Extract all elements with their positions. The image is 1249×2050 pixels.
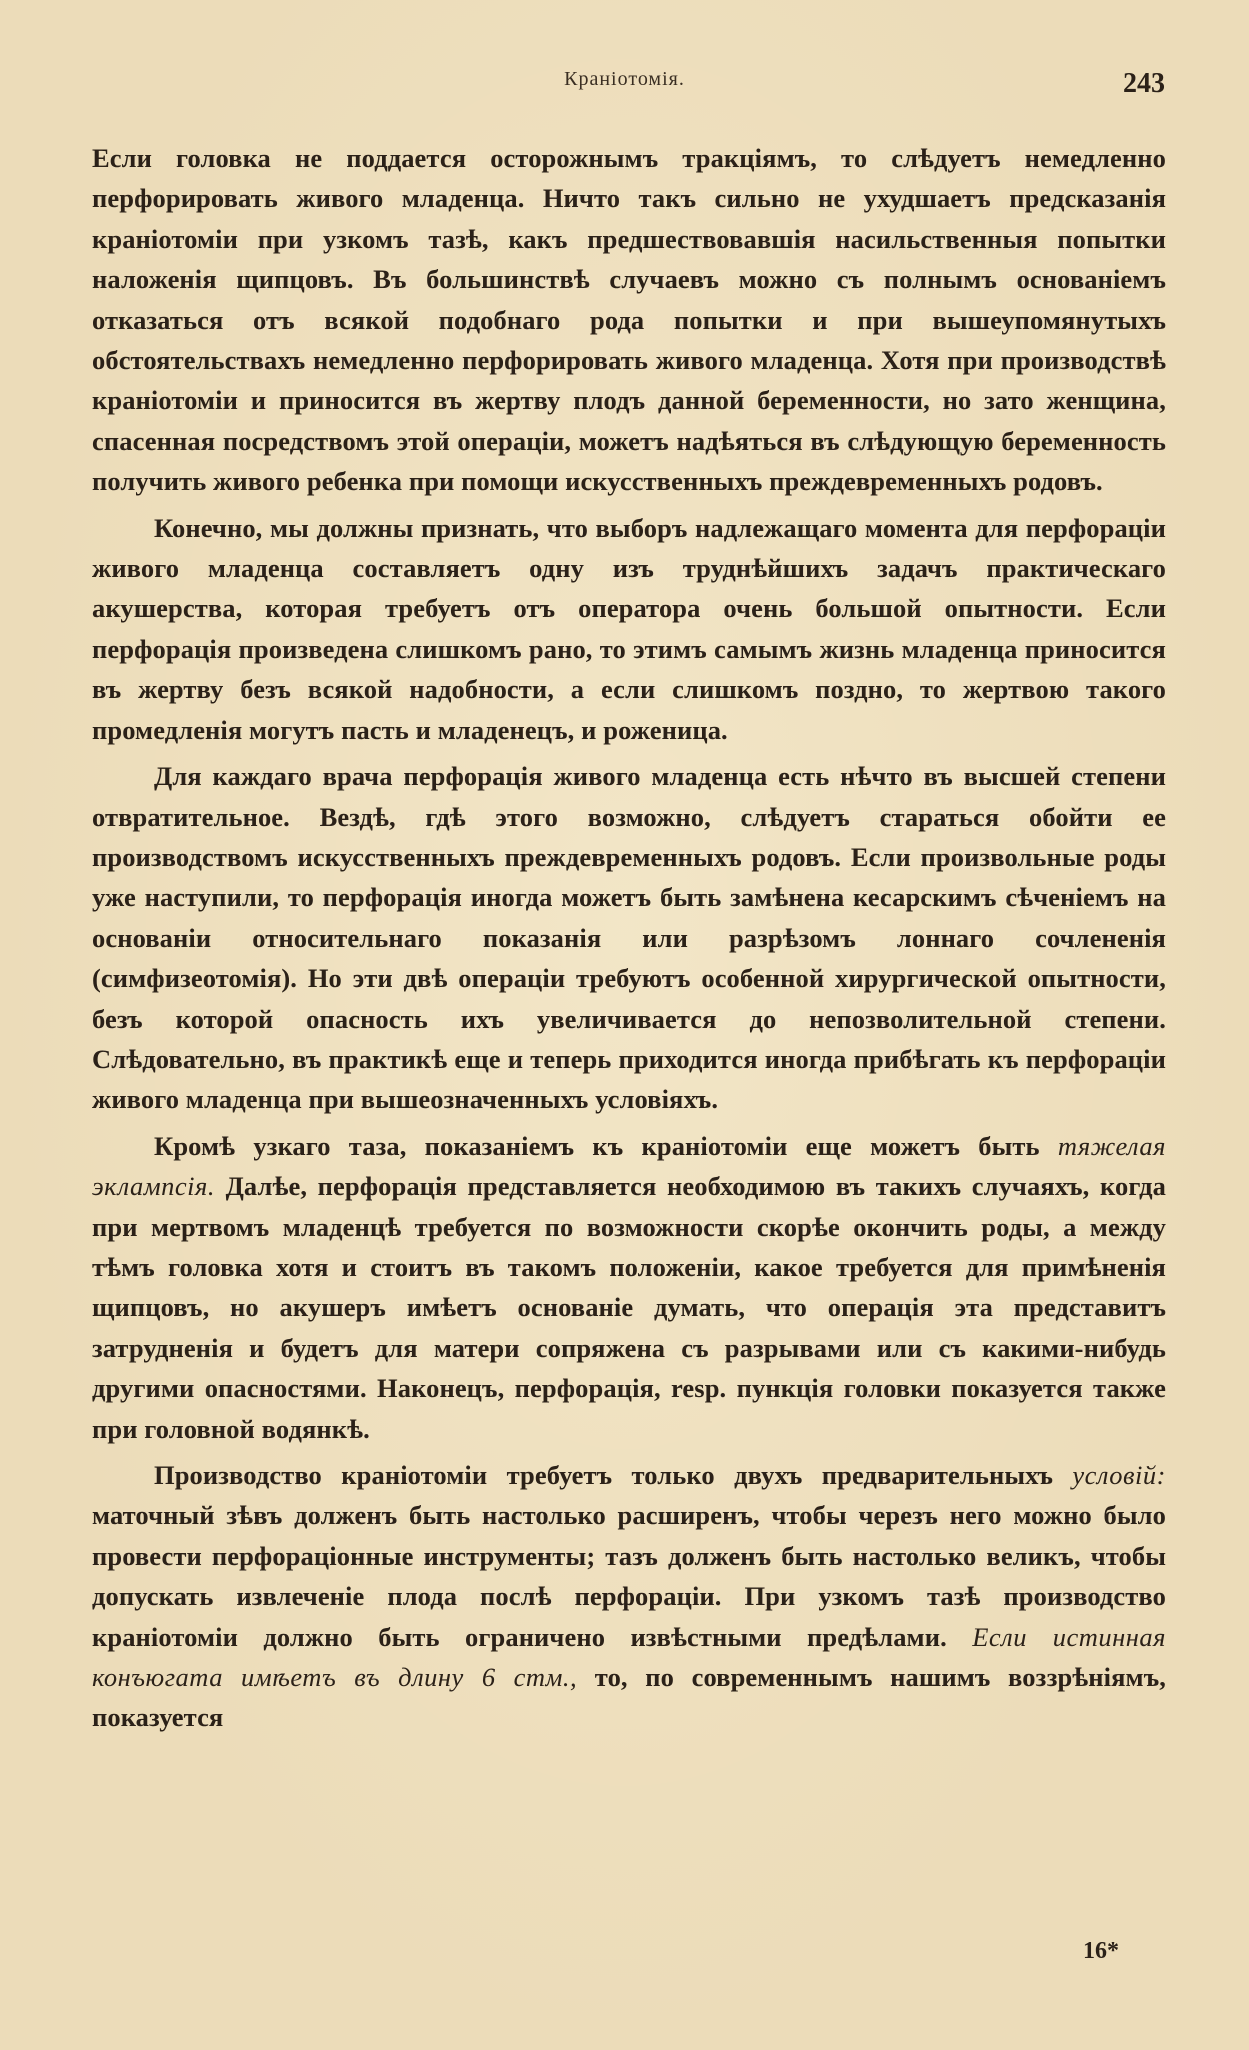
paragraph-1-text: Если головка не поддается осторожнымъ тракціямъ, то слѣдуетъ немедленно перфорировать живого младенца. Ничто такъ сильно не ухудшаетъ предсказанія краніотоміи при узкомъ тазѣ, какъ предшествовавшія насильственныя попытки наложенія щипцовъ. Въ большинствѣ случаевъ можно съ полнымъ основаніемъ отказаться отъ всякой подобнаго рода попытки и при вышеупомянутыхъ обстоятельствахъ немедленно перфорировать живого младенца. Хотя при производствѣ краніотоміи и приносится въ жертву плодъ данной беременности, но зато женщина, спасенная посредствомъ этой операціи, можетъ надѣяться въ слѣдующую беременность получить живого ребенка при помощи искусственныхъ преждевременныхъ родовъ.: [92, 143, 1166, 497]
body-text: [92, 138, 1166, 1744]
paragraph-3-text: Для каждаго врача перфорація живого младенца есть нѣчто въ высшей степени отвратительное. Вездѣ, гдѣ этого возможно, слѣдуетъ стараться обойти ее производствомъ искусственныхъ преждевременныхъ родовъ. Если произвольные роды уже наступили, то перфорація иногда можетъ быть замѣнена кесарскимъ сѣченіемъ на основаніи относительнаго показанія или разрѣзомъ лоннаго сочлененія (симфизеотомія). Но эти двѣ операціи требуютъ особенной хирургической опытности, безъ которой опасность ихъ увеличивается до непозволительной степени. Слѣдовательно, въ практикѣ еще и теперь приходится иногда прибѣгать къ перфораціи живого младенца при вышеозначенныхъ условіяхъ.: [92, 761, 1166, 1115]
paragraph-4-text-b: Далѣе, перфорація представляется необходимою въ такихъ случаяхъ, когда при мертвомъ младенцѣ требуется по возможности скорѣе окончить роды, а между тѣмъ головка хотя и стоитъ въ такомъ положеніи, какое требуется для примѣненія щипцовъ, но акушеръ имѣетъ основаніе думать, что операція эта представитъ затрудненія и будетъ для матери сопряжена съ разрывами или съ какими-нибудь другими опасностями. Наконецъ, перфорація, resp. пункція головки показуется также при головной водянкѣ.: [92, 1171, 1166, 1444]
paragraph-1: [92, 138, 1166, 502]
paragraph-5-text-c: то, по современнымъ нашимъ воззрѣніямъ, показуется: [92, 1662, 1166, 1733]
paragraph-5-text-b: маточный зѣвъ долженъ быть настолько расширенъ, чтобы черезъ него можно было провести перфораціонные инструменты; тазъ долженъ быть настолько великъ, чтобы допускать извлеченіе плода послѣ перфораціи. При узкомъ тазѣ производство краніотоміи должно быть ограничено извѣстными предѣлами.: [92, 1500, 1166, 1652]
paragraph-2-text: Конечно, мы должны признать, что выборъ надлежащаго момента для перфораціи живого младенца составляетъ одну изъ труднѣйшихъ задачъ практическаго акушерства, которая требуетъ отъ оператора очень большой опытности. Если перфорація произведена слишкомъ рано, то этимъ самымъ жизнь младенца приносится въ жертву безъ всякой надобности, а если слишкомъ поздно, то жертвою такого промедленія могутъ пасть и младенецъ, и роженица.: [92, 512, 1166, 745]
paragraph-4: [92, 1126, 1166, 1449]
paragraph-3: [92, 756, 1166, 1120]
paragraph-2: [92, 508, 1166, 750]
page-number: 243: [1123, 68, 1165, 99]
paragraph-5-text-a: Производство краніотоміи требуетъ только двухъ предварительныхъ: [154, 1460, 1073, 1490]
paragraph-5-emphasis-1: условій:: [1072, 1460, 1166, 1490]
paragraph-5: [92, 1455, 1166, 1738]
paragraph-5-emphasis-2: Если истинная конъюгата имѣетъ въ длину 6 стм.,: [92, 1621, 1166, 1693]
signature-mark: 16*: [1083, 1938, 1119, 1964]
running-title: Краніотомія.: [564, 68, 685, 90]
paragraph-4-text-a: Кромѣ узкаго таза, показаніемъ къ краніотоміи еще можетъ быть: [154, 1130, 1058, 1161]
paragraph-4-emphasis: тяжелая эклампсія.: [92, 1130, 1166, 1202]
